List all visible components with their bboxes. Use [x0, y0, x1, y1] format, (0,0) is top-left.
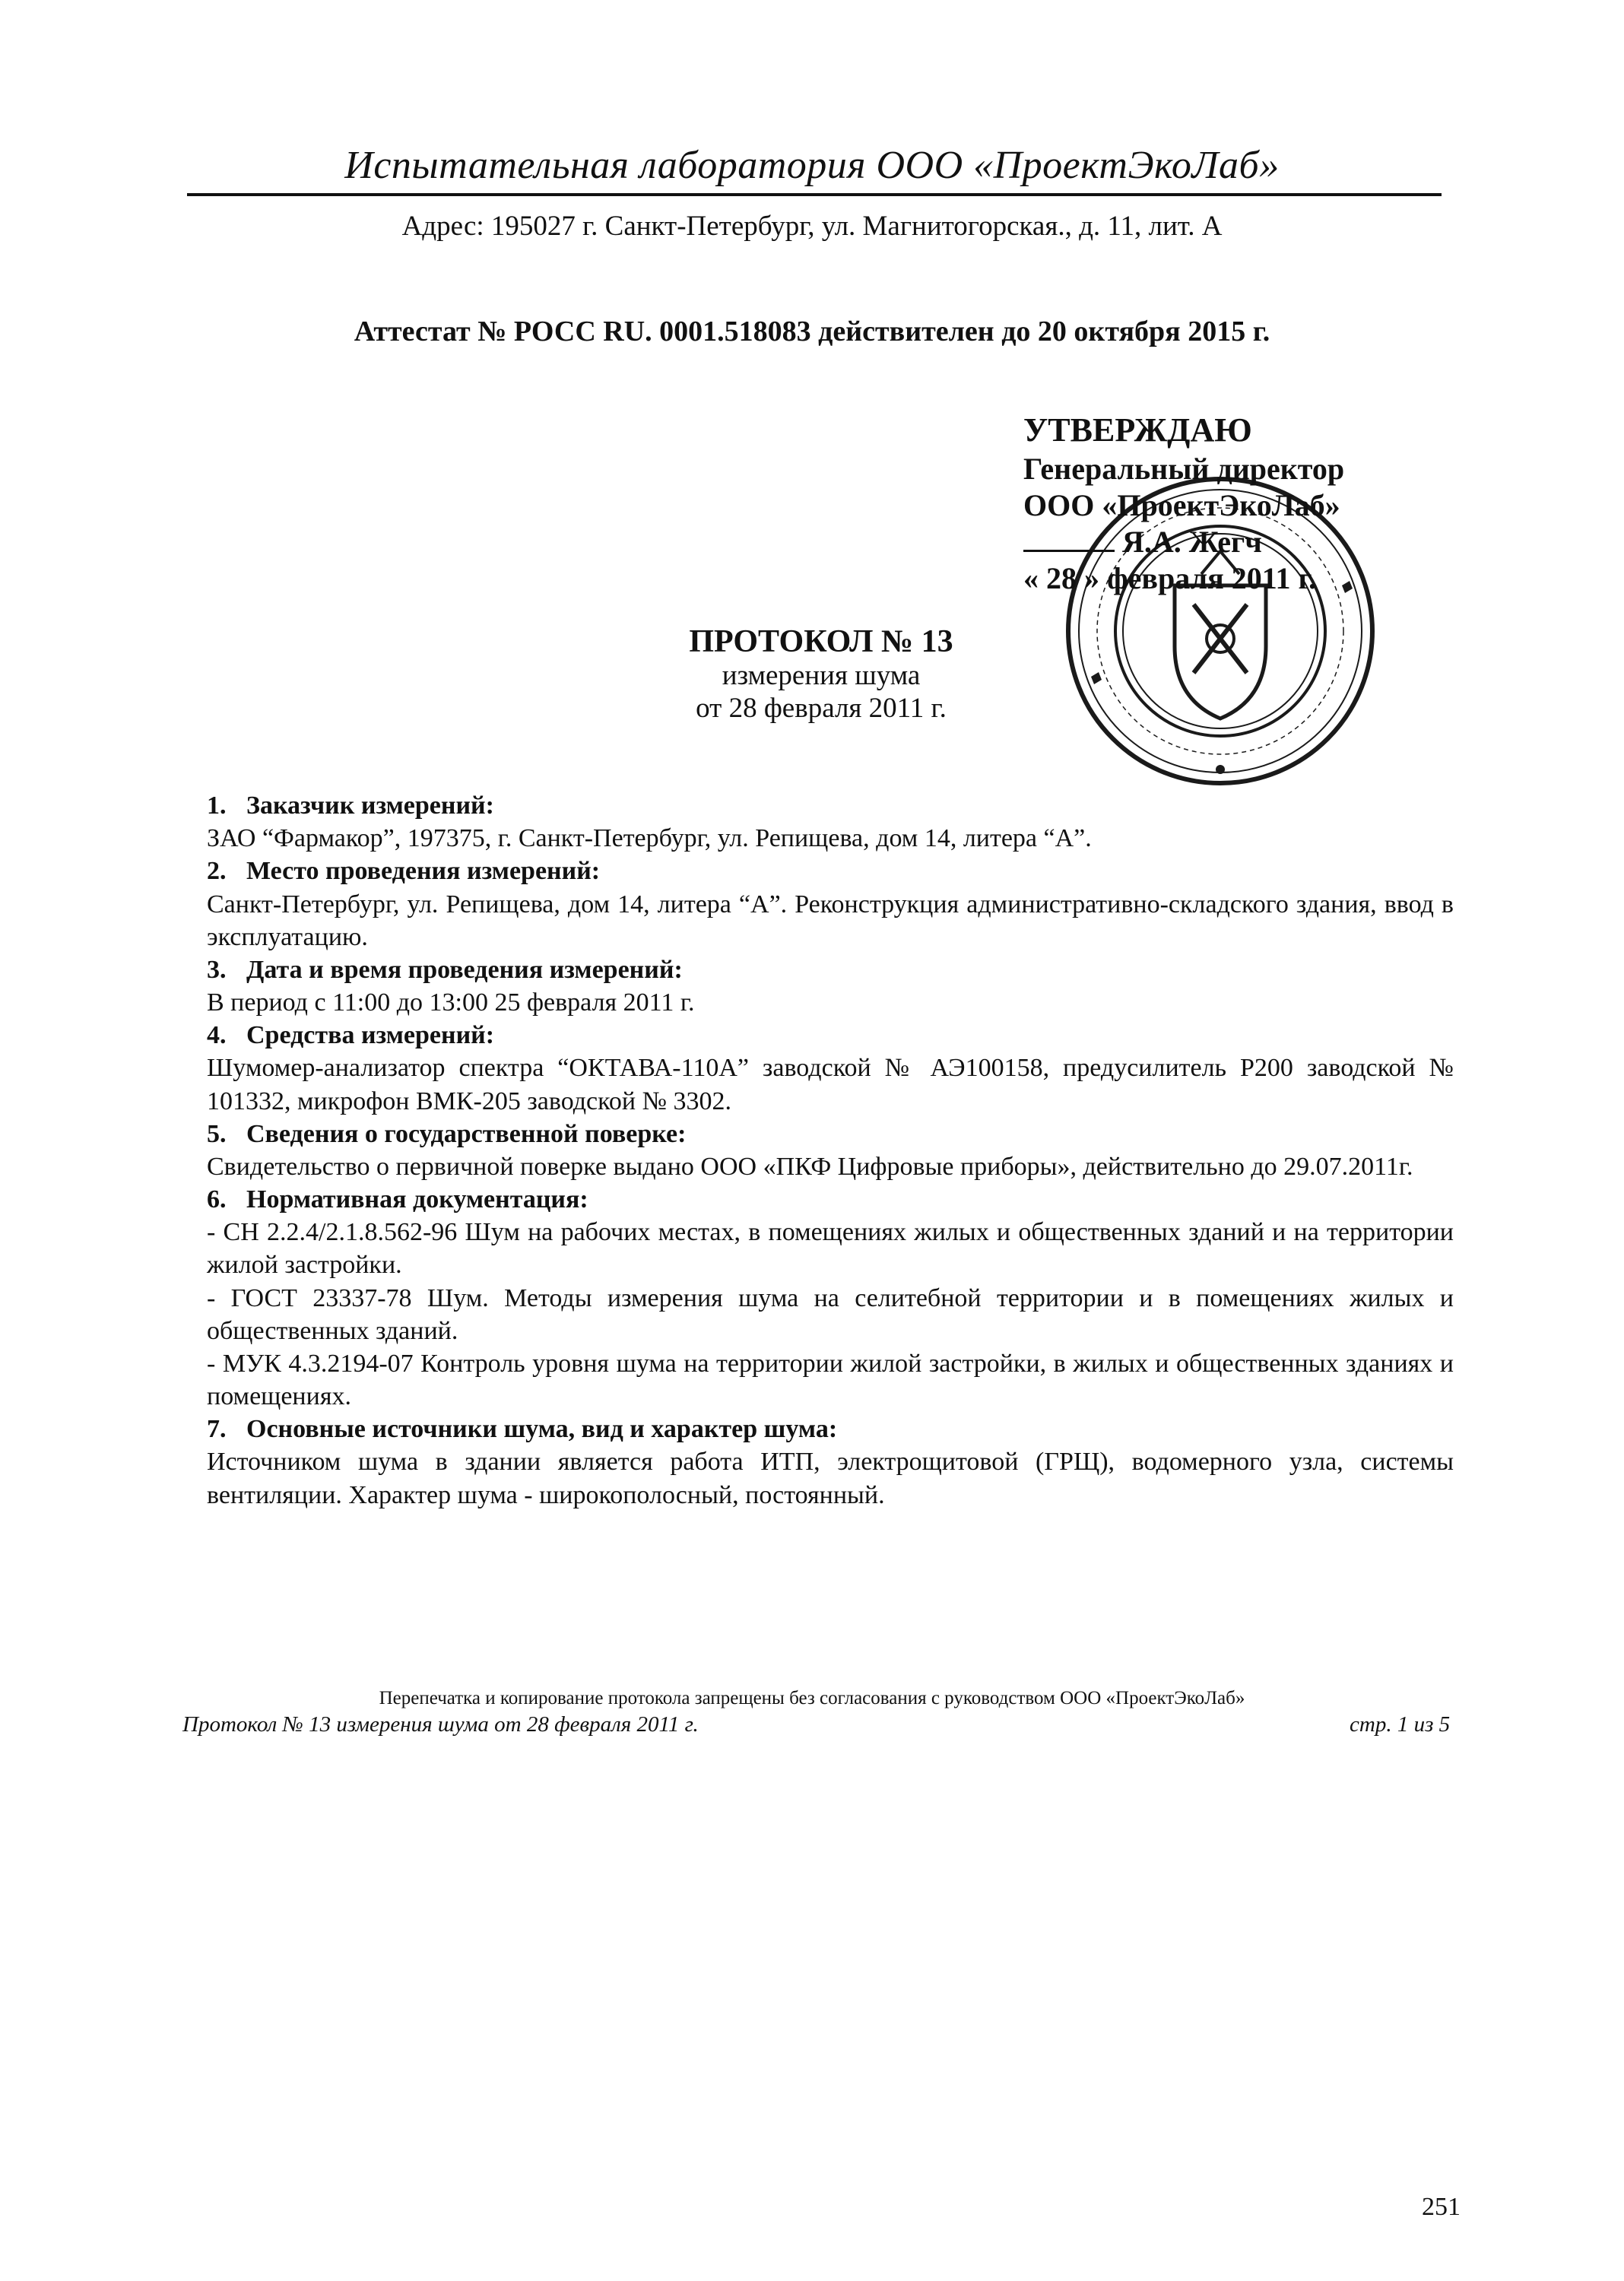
section-text: Санкт-Петербург, ул. Репищева, дом 14, литера “А”. Реконструкция административно-складского здания, ввод в эксплуатацию. — [207, 890, 1454, 951]
approval-date-month: февраля — [1107, 560, 1224, 595]
page-number: 251 — [1422, 2193, 1461, 2221]
section-text: ЗАО “Фармакор”, 197375, г. Санкт-Петербург, ул. Репищева, дом 14, литера “А”. — [207, 824, 1092, 853]
section-heading: Сведения о государственной поверке: — [246, 1119, 687, 1148]
section-number: 6. — [207, 1185, 227, 1214]
approval-date: « 28 » февраля 2011 г. — [1023, 560, 1317, 595]
section-text: В период с 11:00 до 13:00 25 февраля 2011 г. — [207, 988, 695, 1017]
protocol-title: ПРОТОКОЛ № 13 — [689, 624, 953, 659]
protocol-sections — [207, 789, 1454, 1512]
section-number: 5. — [207, 1119, 227, 1148]
section-heading: Заказчик измерений: — [246, 792, 494, 820]
attestat-line: Аттестат № РОСС RU. 0001.518083 действителен до 20 октября 2015 г. — [354, 316, 1270, 347]
section-heading: Нормативная документация: — [246, 1185, 588, 1214]
section-text: Источником шума в здании является работа ИТП, электрощитовой (ГРЩ), водомерного узла, системы вентиляции. Характер шума - широкополосный, постоянный. — [207, 1448, 1454, 1509]
header-divider — [187, 193, 1442, 196]
signature-underline — [1023, 550, 1115, 552]
footer-page-ref: стр. 1 из 5 — [1350, 1712, 1451, 1737]
section-text: - ГОСТ 23337-78 Шум. Методы измерения шума на селитебной территории и в помещениях жилых и общественных зданий. — [207, 1283, 1454, 1345]
section-heading: Место проведения измерений: — [246, 857, 601, 886]
approval-date-year: 2011 г. — [1231, 560, 1317, 595]
section-number: 2. — [207, 857, 227, 886]
approval-block — [1023, 411, 1449, 597]
approval-signatory: Я.А. Жегч — [1122, 524, 1262, 559]
section-datetime — [207, 953, 1454, 1019]
section-number: 3. — [207, 955, 227, 984]
section-number: 4. — [207, 1021, 227, 1050]
section-number: 1. — [207, 792, 227, 820]
section-number: 7. — [207, 1415, 227, 1444]
lab-address: Адрес: 195027 г. Санкт-Петербург, ул. Магнитогорская., д. 11, лит. А — [401, 211, 1223, 242]
approval-heading: УТВЕРЖДАЮ — [1023, 411, 1252, 449]
section-text: Шумомер-анализатор спектра “ОКТАВА-110А” заводской № АЭ100158, предусилитель Р200 заводской № 101332, микрофон ВМК-205 заводской № 3302. — [207, 1054, 1454, 1115]
section-location — [207, 855, 1454, 953]
protocol-date: от 28 февраля 2011 г. — [696, 692, 947, 724]
section-normative-docs — [207, 1183, 1454, 1413]
section-heading: Дата и время проведения измерений: — [246, 955, 683, 984]
section-text: - СН 2.2.4/2.1.8.562-96 Шум на рабочих местах, в помещениях жилых и общественных зданий и на территории жилой застройки. — [207, 1218, 1454, 1280]
section-heading: Средства измерений: — [246, 1021, 495, 1050]
protocol-subtitle: измерения шума — [722, 660, 921, 692]
section-text: - МУК 4.3.2194-07 Контроль уровня шума на территории жилой застройки, в жилых и общественных зданиях и помещениях. — [207, 1349, 1454, 1411]
approval-position: Генеральный директор — [1023, 451, 1345, 486]
protocol-title-block — [593, 623, 1049, 725]
section-text: Свидетельство о первичной поверке выдано ООО «ПКФ Цифровые приборы», действительно до 29.07.2011г. — [207, 1152, 1413, 1181]
approval-company: ООО «ПроектЭкоЛаб» — [1023, 487, 1340, 522]
approval-signature-line — [1023, 524, 1449, 560]
section-verification — [207, 1118, 1454, 1183]
footer-copyright-notice: Перепечатка и копирование протокола запрещены без согласования с руководством ООО «ПроектЭкоЛаб» — [379, 1688, 1245, 1708]
section-noise-sources — [207, 1413, 1454, 1512]
section-heading: Основные источники шума, вид и характер шума: — [246, 1415, 838, 1444]
lab-name-header: Испытательная лаборатория ООО «ПроектЭкоЛаб» — [344, 144, 1280, 187]
section-customer — [207, 789, 1454, 855]
section-instruments — [207, 1019, 1454, 1118]
footer-protocol-ref: Протокол № 13 измерения шума от 28 февраля 2011 г. — [182, 1712, 699, 1737]
approval-date-day: 28 — [1046, 560, 1077, 595]
